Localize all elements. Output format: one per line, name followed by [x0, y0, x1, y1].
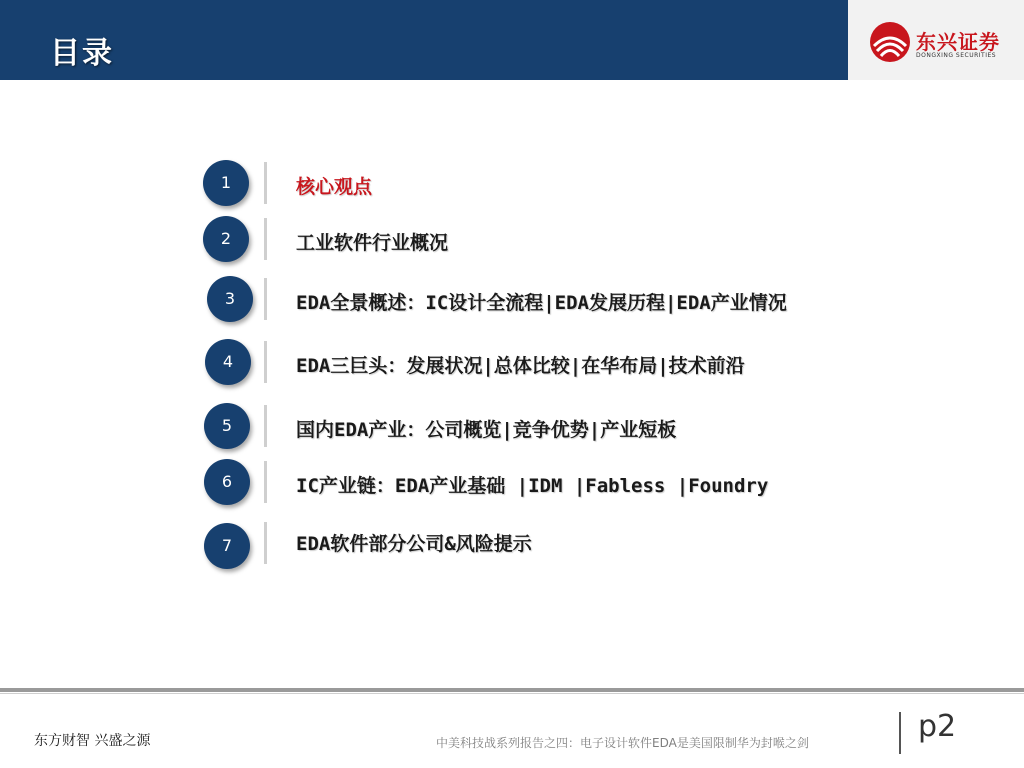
toc-label: IC产业链：EDA产业基础 |IDM |Fabless |Foundry: [296, 475, 769, 497]
toc-divider: [264, 461, 267, 503]
logo-name-en: DONGXING SECURITIES: [916, 52, 997, 59]
footer-report-title: 中美科技战系列报告之四：电子设计软件EDA是美国限制华为封喉之剑: [436, 736, 809, 750]
toc-label: EDA三巨头：发展状况|总体比较|在华布局|技术前沿: [296, 355, 745, 377]
toc-number-badge: 1: [203, 160, 249, 206]
toc-item-3[interactable]: [203, 276, 903, 324]
toc-number-badge: 6: [204, 459, 250, 505]
toc-number-badge: 4: [205, 339, 251, 385]
toc-label: 国内EDA产业：公司概览|竞争优势|产业短板: [296, 419, 677, 441]
toc-label: 核心观点: [296, 176, 373, 198]
toc-divider: [264, 341, 267, 383]
toc-item-2[interactable]: [203, 216, 903, 264]
toc-number-badge: 3: [207, 276, 253, 322]
dongxing-logo-icon: [868, 20, 912, 64]
page-number: p2: [918, 709, 957, 744]
toc-label: EDA软件部分公司&风险提示: [296, 533, 532, 555]
toc-divider: [264, 162, 267, 204]
toc-item-7[interactable]: [203, 520, 903, 568]
footer-divider: [0, 688, 1024, 692]
toc-item-5[interactable]: [203, 403, 903, 451]
company-logo: [848, 0, 1024, 80]
toc-label: EDA全景概述：IC设计全流程|EDA发展历程|EDA产业情况: [296, 292, 787, 314]
page-title: 目录: [50, 36, 114, 71]
logo-name-cn: 东兴证券: [916, 30, 1000, 54]
toc-divider: [264, 278, 267, 320]
toc-item-6[interactable]: [203, 459, 903, 507]
toc-divider: [264, 405, 267, 447]
toc-item-1[interactable]: [203, 160, 903, 208]
toc-label: 工业软件行业概况: [296, 232, 449, 254]
toc-item-4[interactable]: [203, 339, 903, 387]
footer-slogan: 东方财智 兴盛之源: [34, 733, 151, 749]
header-bar: [0, 0, 848, 80]
toc-number-badge: 2: [203, 216, 249, 262]
toc-divider: [264, 218, 267, 260]
footer-separator: [899, 712, 901, 754]
toc-number-badge: 5: [204, 403, 250, 449]
toc-number-badge: 7: [204, 523, 250, 569]
toc-divider: [264, 522, 267, 564]
footer-divider-thin: [0, 693, 1024, 694]
